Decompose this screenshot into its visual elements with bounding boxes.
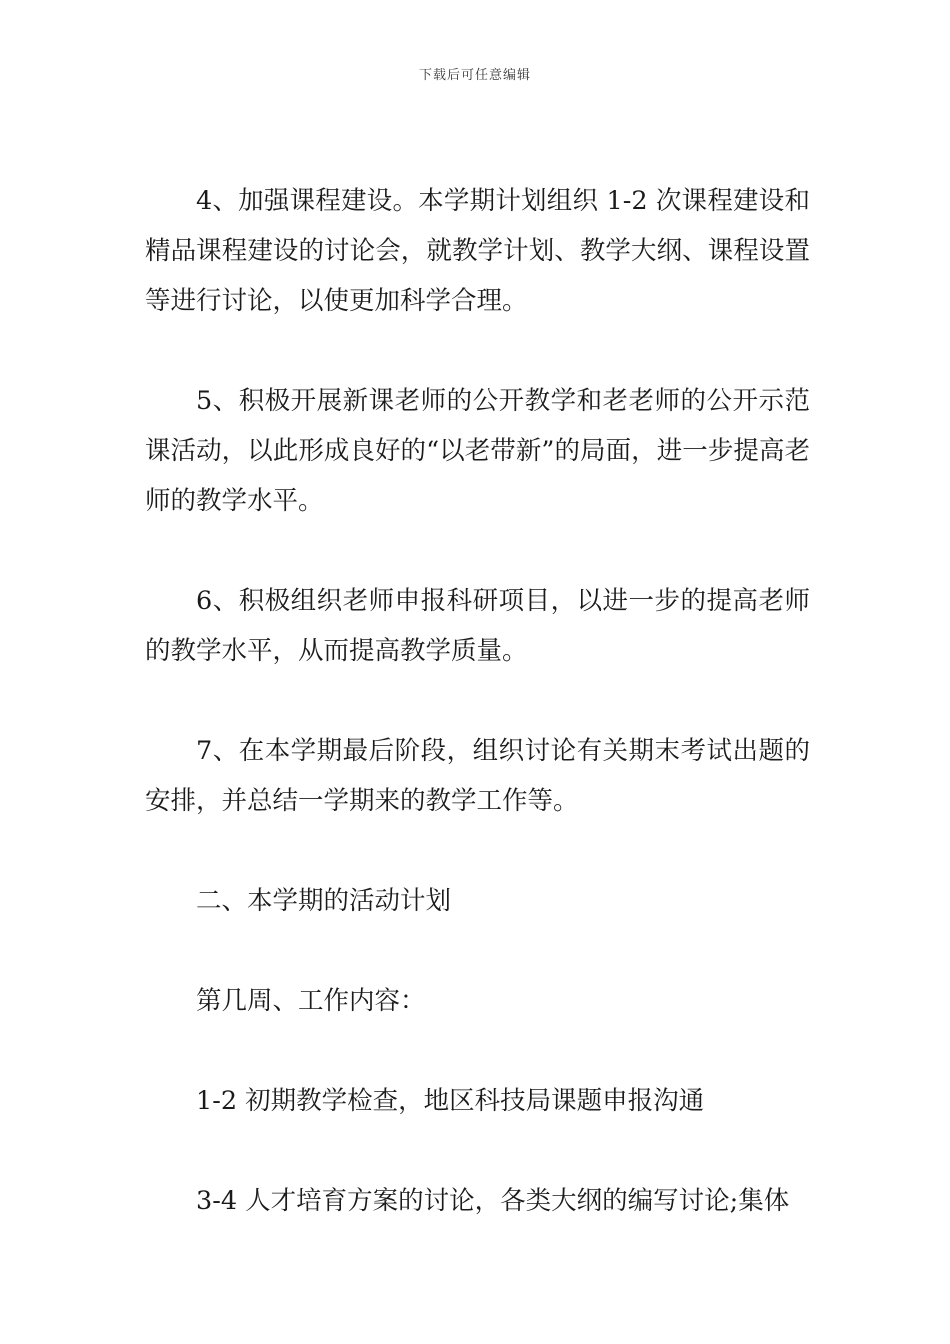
schedule-row-weeks-3-4: 3-4 人才培育方案的讨论，各类大纲的编写讨论;集体: [196, 1186, 790, 1216]
paragraph-item-5: 5、积极开展新课老师的公开教学和老老师的公开示范课活动，以此形成良好的“以老带新”的局面，进一步提高老师的教学水平。: [145, 386, 810, 516]
page-header-note: 下载后可任意编辑: [418, 68, 531, 83]
section-heading-activity-plan: 二、本学期的活动计划: [196, 886, 452, 916]
document-body: [145, 176, 810, 1276]
schedule-header: 第几周、工作内容：: [196, 986, 426, 1016]
paragraph-item-6: 6、积极组织老师申报科研项目，以进一步的提高老师的教学水平，从而提高教学质量。: [145, 586, 810, 666]
paragraph-item-4: 4、加强课程建设。本学期计划组织 1-2 次课程建设和精品课程建设的讨论会，就教学计划、教学大纲、课程设置等进行讨论，以使更加科学合理。: [145, 186, 810, 316]
paragraph-item-7: 7、在本学期最后阶段，组织讨论有关期末考试出题的安排，并总结一学期来的教学工作等。: [145, 736, 810, 816]
schedule-row-weeks-1-2: 1-2 初期教学检查，地区科技局课题申报沟通: [196, 1086, 705, 1116]
